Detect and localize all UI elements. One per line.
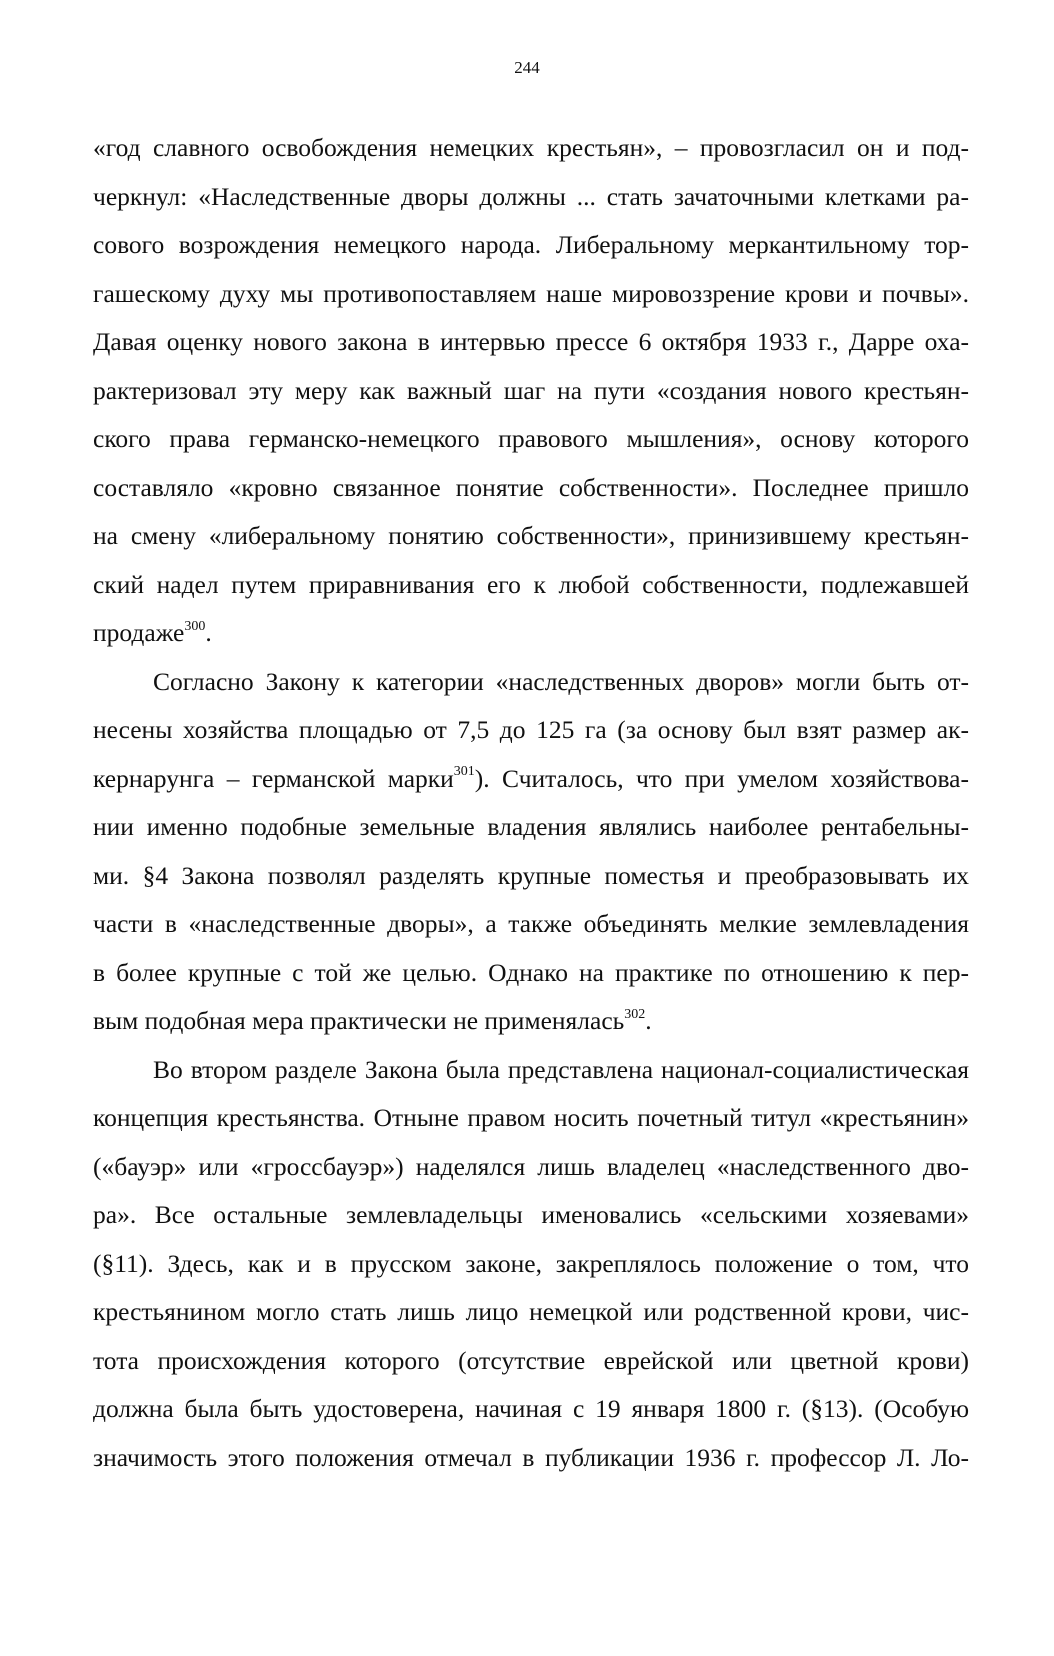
text-line: в более крупные с той же целью. Однако на практике по отношению к пер- [93, 957, 969, 987]
text-line: должна была быть удостоверена, начиная с 19 января 1800 г. (§13). (Особую [93, 1394, 969, 1423]
text-fragment: продаже [93, 618, 185, 647]
body-text [93, 124, 969, 1482]
text-line: (§11). Здесь, как и в прусском законе, закреплялось положение о том, что [93, 1248, 969, 1278]
text-line: ра». Все остальные землевладельцы именовались «сельскими хозяевами» [93, 1200, 969, 1229]
page-number: 244 [514, 58, 540, 77]
text-line: нии именно подобные земельные владения являлись наиболее рентабельны- [93, 812, 969, 841]
text-fragment: . [645, 1006, 652, 1035]
paragraph-1 [93, 124, 969, 658]
text-line [93, 609, 969, 658]
text-line: части в «наследственные дворы», а также объединять мелкие землевладения [93, 909, 969, 938]
text-line [93, 997, 969, 1046]
text-line: («бауэр» или «гроссбауэр») наделялся лишь владелец «наследственного дво- [93, 1151, 969, 1181]
text-line: на смену «либеральному понятию собственности», принизившему крестьян- [93, 521, 969, 550]
text-line: ми. §4 Закона позволял разделять крупные поместья и преобразовывать их [93, 860, 969, 890]
text-line: Давая оценку нового закона в интервью прессе 6 октября 1933 г., Дарре оха- [93, 327, 969, 356]
text-line: крестьянином могло стать лишь лицо немецкой или родственной крови, чис- [93, 1297, 969, 1326]
footnote-ref-302: 302 [624, 1006, 646, 1022]
text-line: сового возрождения немецкого народа. Либеральному меркантильному тор- [93, 230, 969, 259]
text-line: гашескому духу мы противопоставляем наше мировоззрение крови и почвы». [93, 278, 969, 308]
text-line: Во втором разделе Закона была представлена национал-социалистическая [153, 1054, 969, 1084]
text-line: составляло «кровно связанное понятие собственности». Последнее пришло [93, 472, 969, 502]
text-line: концепция крестьянства. Отныне правом носить почетный титул «крестьянин» [93, 1103, 969, 1132]
text-fragment: кернарунга – германской марки [93, 763, 454, 793]
text-fragment: вым подобная мера практически не применялась [93, 1006, 625, 1035]
paragraph-3 [93, 1046, 969, 1483]
text-fragment: . [205, 618, 212, 647]
paragraph-2 [93, 658, 969, 1046]
text-line: ский надел путем приравнивания его к любой собственности, подлежавшей [93, 569, 969, 599]
text-line: Согласно Закону к категории «наследственных дворов» могли быть от- [153, 666, 969, 696]
footnote-ref-300: 300 [184, 618, 206, 634]
text-line: рактеризовал эту меру как важный шаг на пути «создания нового крестьян- [93, 375, 969, 405]
text-line: «год славного освобождения немецких крестьян», – провозгласил он и под- [93, 133, 969, 162]
text-line: несены хозяйства площадью от 7,5 до 125 га (за основу был взят размер ак- [93, 715, 969, 744]
text-line: черкнул: «Наследственные дворы должны ... стать зачаточными клетками ра- [93, 181, 969, 211]
text-fragment: ). Считалось, что при умелом хозяйствова- [474, 763, 969, 793]
text-line: тота происхождения которого (отсутствие еврейской или цветной крови) [93, 1345, 969, 1375]
footnote-ref-301: 301 [453, 764, 475, 779]
text-line: значимость этого положения отмечал в публикации 1936 г. профессор Л. Ло- [93, 1442, 969, 1472]
text-line: ского права германско-немецкого правового мышления», основу которого [93, 424, 969, 453]
text-line [93, 755, 969, 804]
